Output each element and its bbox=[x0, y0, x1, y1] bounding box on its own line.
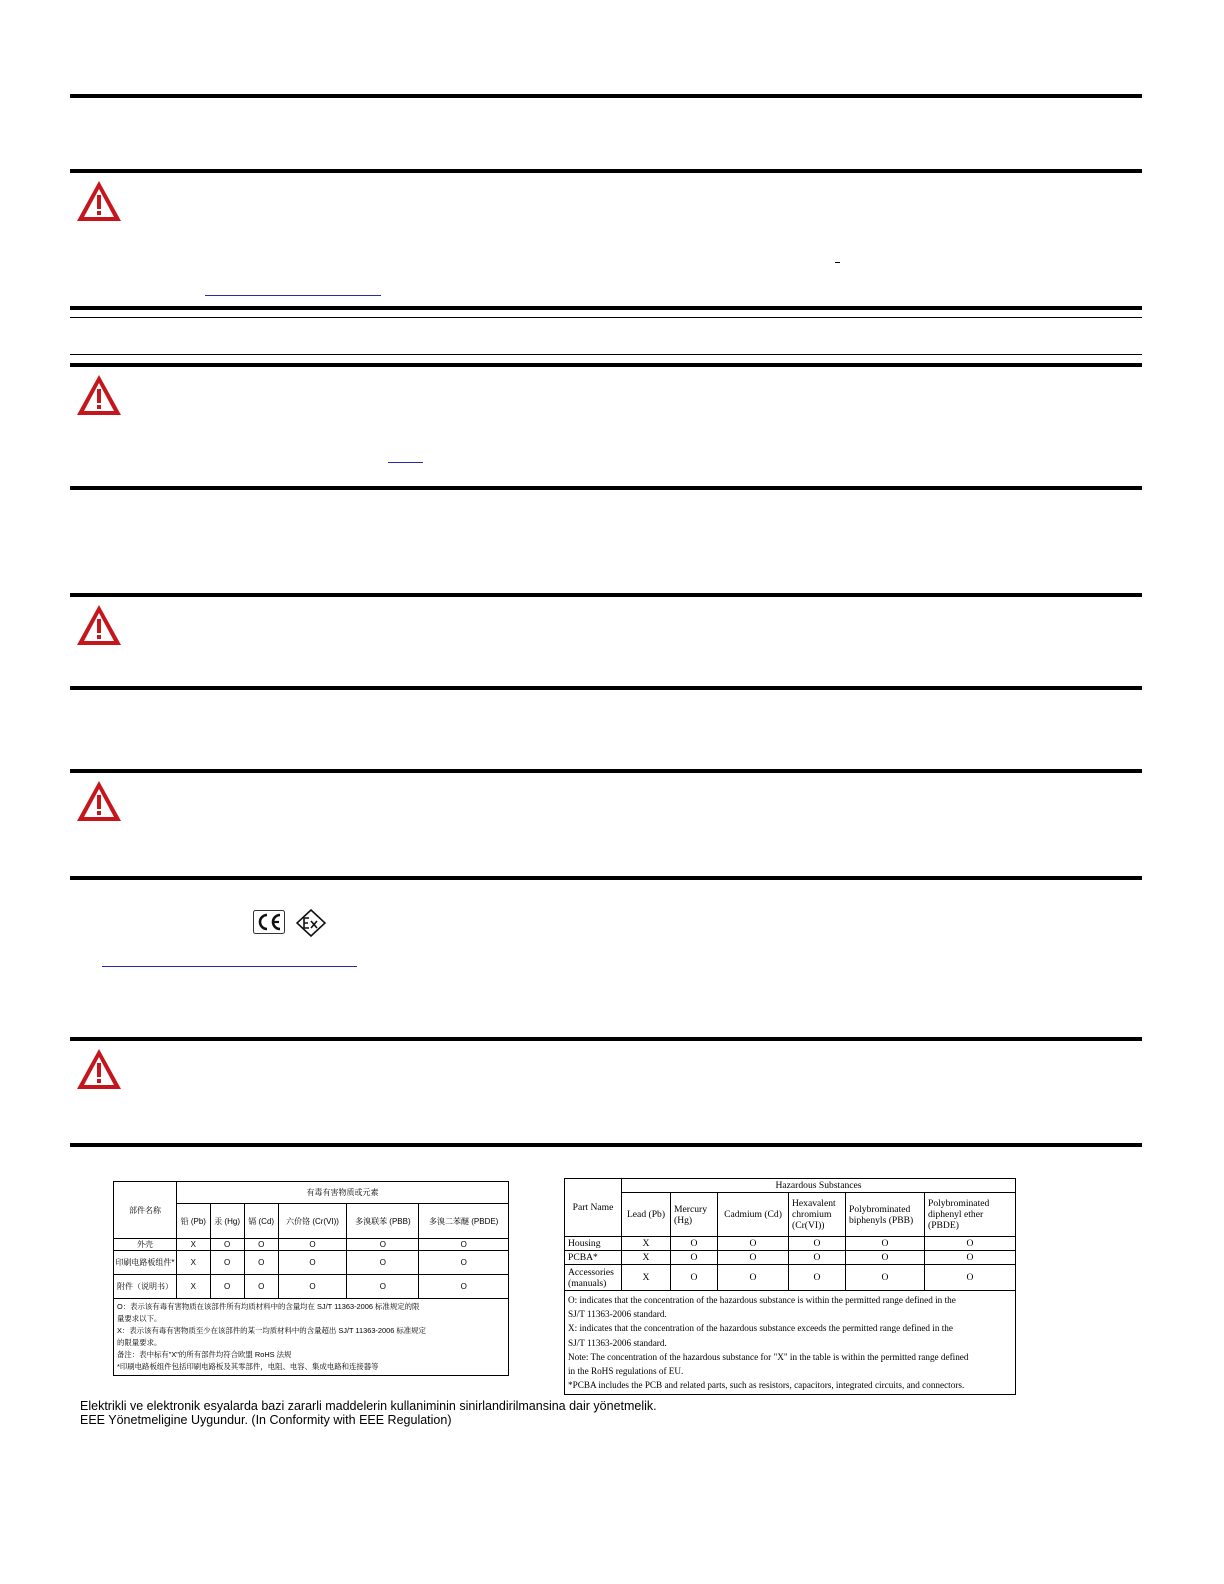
turkish-conformity-statement bbox=[80, 1399, 657, 1427]
table-note: 量要求以下。 bbox=[117, 1314, 162, 1323]
table-cell-part: 外壳 bbox=[114, 1239, 177, 1251]
table-cell: X bbox=[177, 1251, 211, 1275]
table-note: X：表示该有毒有害物质至少在该部件的某一均质材料中的含量超出 SJ/T 11363-2006 标准规定 bbox=[117, 1326, 426, 1335]
table-note: SJ/T 11363-2006 standard. bbox=[568, 1337, 667, 1348]
table-header-substance: Mercury (Hg) bbox=[671, 1193, 718, 1237]
table-header-substance: Cadmium (Cd) bbox=[718, 1193, 789, 1237]
table-cell: O bbox=[671, 1251, 718, 1265]
table-note: O: indicates that the concentration of the hazardous substance is within the permitted range defined in the bbox=[568, 1295, 956, 1305]
attention-triangle-icon bbox=[74, 1046, 124, 1092]
table-cell: O bbox=[671, 1237, 718, 1251]
table-note: Note: The concentration of the hazardous substance for "X" in the table is within the permitted range defined bbox=[568, 1351, 969, 1362]
table-cell: O bbox=[925, 1237, 1016, 1251]
table-cell: O bbox=[419, 1251, 509, 1275]
table-cell: O bbox=[671, 1265, 718, 1291]
section-rule bbox=[70, 94, 1142, 98]
table-note: X: indicates that the concentration of the hazardous substance exceeds the permitted range defined in the bbox=[568, 1323, 953, 1334]
table-notes bbox=[114, 1299, 509, 1376]
ce-mark-icon bbox=[253, 910, 285, 934]
table-cell: X bbox=[177, 1275, 211, 1299]
table-cell: O bbox=[347, 1239, 419, 1251]
table-header-part: 部件名称 bbox=[114, 1182, 177, 1239]
table-header-substance: 汞 (Hg) bbox=[210, 1204, 244, 1239]
table-cell: O bbox=[789, 1237, 846, 1251]
table-cell: X bbox=[622, 1237, 671, 1251]
table-cell: O bbox=[347, 1275, 419, 1299]
table-cell: X bbox=[622, 1251, 671, 1265]
table-cell-part: PCBA* bbox=[565, 1251, 622, 1265]
atex-ex-icon bbox=[296, 909, 326, 937]
table-cell: O bbox=[244, 1251, 278, 1275]
table-cell: O bbox=[846, 1251, 925, 1265]
table-header-substance: Hexavalent chromium (Cr(VI)) bbox=[789, 1193, 846, 1237]
attention-triangle-icon bbox=[74, 372, 124, 418]
table-header-part: Part Name bbox=[565, 1179, 622, 1237]
table-cell-part: Housing bbox=[565, 1237, 622, 1251]
warning-block-bottom-rule bbox=[70, 1143, 1142, 1147]
table-cell: O bbox=[210, 1275, 244, 1299]
table-row bbox=[565, 1265, 1016, 1291]
warning-block-top-rule bbox=[70, 363, 1142, 367]
turkish-statement-line: Elektrikli ve elektronik esyalarda bazi zararli maddelerin kullaniminin sinirlandirilmansina dair yönetmelik. bbox=[80, 1399, 657, 1413]
small-dash-mark bbox=[835, 262, 840, 263]
table-cell: O bbox=[419, 1275, 509, 1299]
table-cell: O bbox=[718, 1237, 789, 1251]
attention-triangle-icon bbox=[74, 602, 124, 648]
table-cell: O bbox=[210, 1239, 244, 1251]
warning-block-bottom-rule bbox=[70, 486, 1142, 490]
attention-triangle-icon bbox=[74, 178, 124, 224]
table-note: *PCBA includes the PCB and related parts, such as resistors, capacitors, integrated circuits, and connectors. bbox=[568, 1380, 965, 1391]
table-header-substance: Polybrominated diphenyl ether (PBDE) bbox=[925, 1193, 1016, 1237]
table-header-substance: Lead (Pb) bbox=[622, 1193, 671, 1237]
table-cell: O bbox=[278, 1251, 347, 1275]
table-cell: O bbox=[278, 1239, 347, 1251]
warning-block-top-rule bbox=[70, 769, 1142, 773]
hyperlink[interactable] bbox=[205, 295, 381, 296]
table-cell: X bbox=[622, 1265, 671, 1291]
warning-block-bottom-rule bbox=[70, 876, 1142, 880]
table-title: 有毒有害物质或元素 bbox=[177, 1182, 509, 1204]
table-cell: O bbox=[925, 1251, 1016, 1265]
table-cell: O bbox=[925, 1265, 1016, 1291]
table-cell: O bbox=[718, 1251, 789, 1265]
table-header-substance: Polybrominated biphenyls (PBB) bbox=[846, 1193, 925, 1237]
warning-block-bottom-rule bbox=[70, 686, 1142, 690]
table-cell: O bbox=[789, 1265, 846, 1291]
table-header-substance: 铅 (Pb) bbox=[177, 1204, 211, 1239]
table-row bbox=[565, 1251, 1016, 1265]
table-title: Hazardous Substances bbox=[622, 1179, 1016, 1193]
turkish-statement-line: EEE Yönetmeligine Uygundur. (In Conformity with EEE Regulation) bbox=[80, 1413, 452, 1427]
table-note: *印刷电路板组件包括印刷电路板及其零部件，电阻、电容、集成电路和连接器等 bbox=[117, 1362, 379, 1371]
table-cell: O bbox=[846, 1265, 925, 1291]
table-cell: O bbox=[789, 1251, 846, 1265]
divider-rule bbox=[70, 354, 1142, 355]
table-header-substance: 镉 (Cd) bbox=[244, 1204, 278, 1239]
english-rohs-table bbox=[564, 1178, 1017, 1395]
table-note: O：表示该有毒有害物质在该部件所有均质材料中的含量均在 SJ/T 11363-2006 标准规定的限 bbox=[117, 1302, 420, 1311]
table-cell: O bbox=[419, 1239, 509, 1251]
table-note: in the RoHS regulations of EU. bbox=[568, 1366, 684, 1377]
table-cell: O bbox=[244, 1275, 278, 1299]
china-rohs-table bbox=[113, 1181, 510, 1376]
warning-block-top-rule bbox=[70, 593, 1142, 597]
table-cell: O bbox=[278, 1275, 347, 1299]
table-header-substance: 多溴二苯醚 (PBDE) bbox=[419, 1204, 509, 1239]
attention-triangle-icon bbox=[74, 778, 124, 824]
warning-block-bottom-rule bbox=[70, 306, 1142, 310]
table-note: SJ/T 11363-2006 standard. bbox=[568, 1309, 667, 1320]
table-row bbox=[565, 1237, 1016, 1251]
table-row bbox=[114, 1239, 509, 1251]
table-cell-part: Accessories (manuals) bbox=[565, 1265, 622, 1291]
table-note: 的限量要求。 bbox=[117, 1338, 162, 1347]
table-cell-part: 附件（说明书） bbox=[114, 1275, 177, 1299]
table-header-substance: 多溴联苯 (PBB) bbox=[347, 1204, 419, 1239]
table-cell: X bbox=[177, 1239, 211, 1251]
table-header-substance: 六价铬 (Cr(VI)) bbox=[278, 1204, 347, 1239]
table-cell: O bbox=[210, 1251, 244, 1275]
divider-rule bbox=[70, 317, 1142, 318]
table-cell: O bbox=[718, 1265, 789, 1291]
table-cell: O bbox=[347, 1251, 419, 1275]
table-cell-part: 印刷电路板组件* bbox=[114, 1251, 177, 1275]
hyperlink[interactable] bbox=[102, 966, 357, 967]
warning-block-top-rule bbox=[70, 169, 1142, 173]
hyperlink[interactable] bbox=[388, 462, 423, 463]
table-row bbox=[114, 1275, 509, 1299]
table-note: 备注：表中标有"X"的所有部件均符合欧盟 RoHS 法规 bbox=[117, 1350, 292, 1359]
warning-block-top-rule bbox=[70, 1037, 1142, 1041]
table-notes bbox=[565, 1291, 1016, 1395]
table-cell: O bbox=[244, 1239, 278, 1251]
table-row bbox=[114, 1251, 509, 1275]
table-cell: O bbox=[846, 1237, 925, 1251]
